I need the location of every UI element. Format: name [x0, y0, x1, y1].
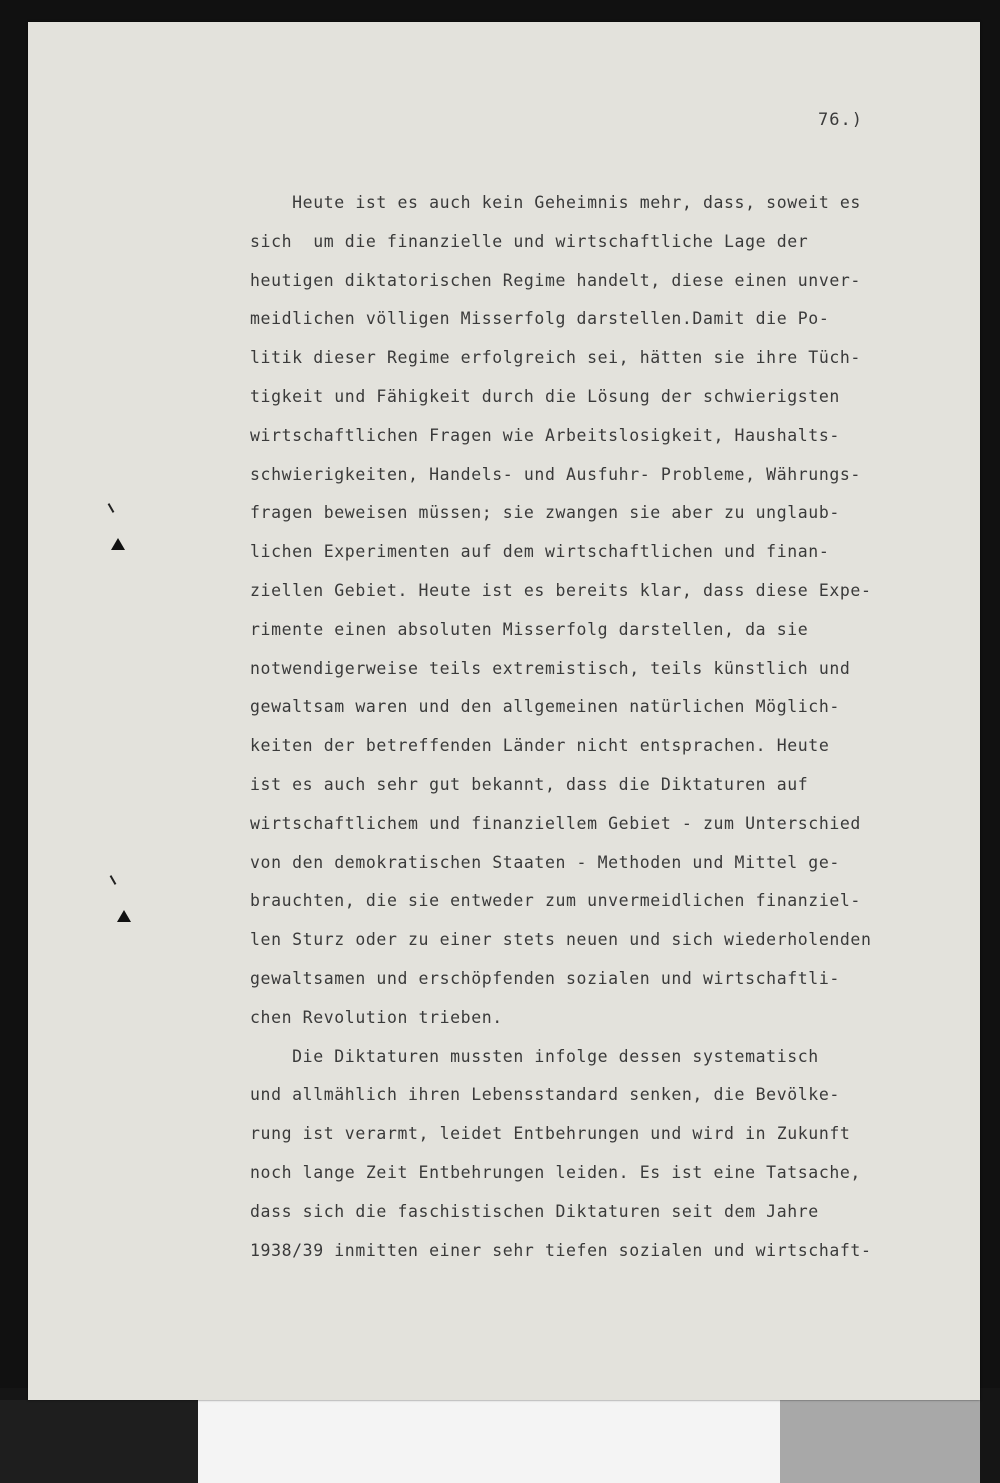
text-line: 1938/39 inmitten einer sehr tiefen sozialen und wirtschaft- [250, 1240, 872, 1260]
text-line: fragen beweisen müssen; sie zwangen sie aber zu unglaub- [250, 503, 840, 523]
text-line: notwendigerweise teils extremistisch, teils künstlich und [250, 658, 851, 678]
text-line: Die Diktaturen mussten infolge dessen systematisch [250, 1046, 819, 1066]
text-line: von den demokratischen Staaten - Methoden und Mittel ge- [250, 852, 840, 872]
text-line: ist es auch sehr gut bekannt, dass die Diktaturen auf [250, 774, 809, 794]
text-line: chen Revolution trieben. [250, 1007, 503, 1027]
text-line: dass sich die faschistischen Diktaturen seit dem Jahre [250, 1201, 819, 1221]
text-line: rimente einen absoluten Misserfolg darstellen, da sie [250, 619, 809, 639]
text-line: gewaltsam waren und den allgemeinen natürlichen Möglich- [250, 697, 840, 717]
punch-hole [111, 538, 125, 550]
text-line: gewaltsamen und erschöpfenden sozialen und wirtschaftli- [250, 968, 840, 988]
text-line: noch lange Zeit Entbehrungen leiden. Es ist eine Tatsache, [250, 1162, 861, 1182]
text-line: wirtschaftlichen Fragen wie Arbeitslosigkeit, Haushalts- [250, 425, 840, 445]
text-line: brauchten, die sie entweder zum unvermeidlichen finanziel- [250, 891, 861, 911]
text-line: Heute ist es auch kein Geheimnis mehr, dass, soweit es [250, 193, 861, 212]
text-line: und allmählich ihren Lebensstandard senken, die Bevölke- [250, 1085, 840, 1105]
text-line: heutigen diktatorischen Regime handelt, diese einen unver- [250, 270, 861, 290]
punch-hole [117, 910, 131, 922]
scan-strip-dark [0, 1400, 198, 1483]
page-number: 76.) [818, 110, 863, 130]
typed-text-body [250, 184, 960, 1270]
scan-strip-white [198, 1400, 780, 1483]
text-line: tigkeit und Fähigkeit durch die Lösung der schwierigsten [250, 386, 840, 406]
text-line: sich um die finanzielle und wirtschaftliche Lage der [250, 231, 809, 251]
text-line: len Sturz oder zu einer stets neuen und sich wiederholenden [250, 930, 872, 950]
scan-strip-grey [780, 1400, 980, 1483]
text-line: meidlichen völligen Misserfolg darstellen.Damit die Po- [250, 309, 830, 329]
text-line: rung ist verarmt, leidet Entbehrungen und wird in Zukunft [250, 1124, 851, 1144]
text-line: ziellen Gebiet. Heute ist es bereits klar, dass diese Expe- [250, 580, 872, 600]
text-line: schwierigkeiten, Handels- und Ausfuhr- Probleme, Währungs- [250, 464, 861, 484]
text-line: lichen Experimenten auf dem wirtschaftlichen und finan- [250, 542, 830, 562]
text-line: keiten der betreffenden Länder nicht entsprachen. Heute [250, 736, 830, 756]
text-line: wirtschaftlichem und finanziellem Gebiet - zum Unterschied [250, 813, 861, 833]
text-line: litik dieser Regime erfolgreich sei, hätten sie ihre Tüch- [250, 348, 861, 368]
